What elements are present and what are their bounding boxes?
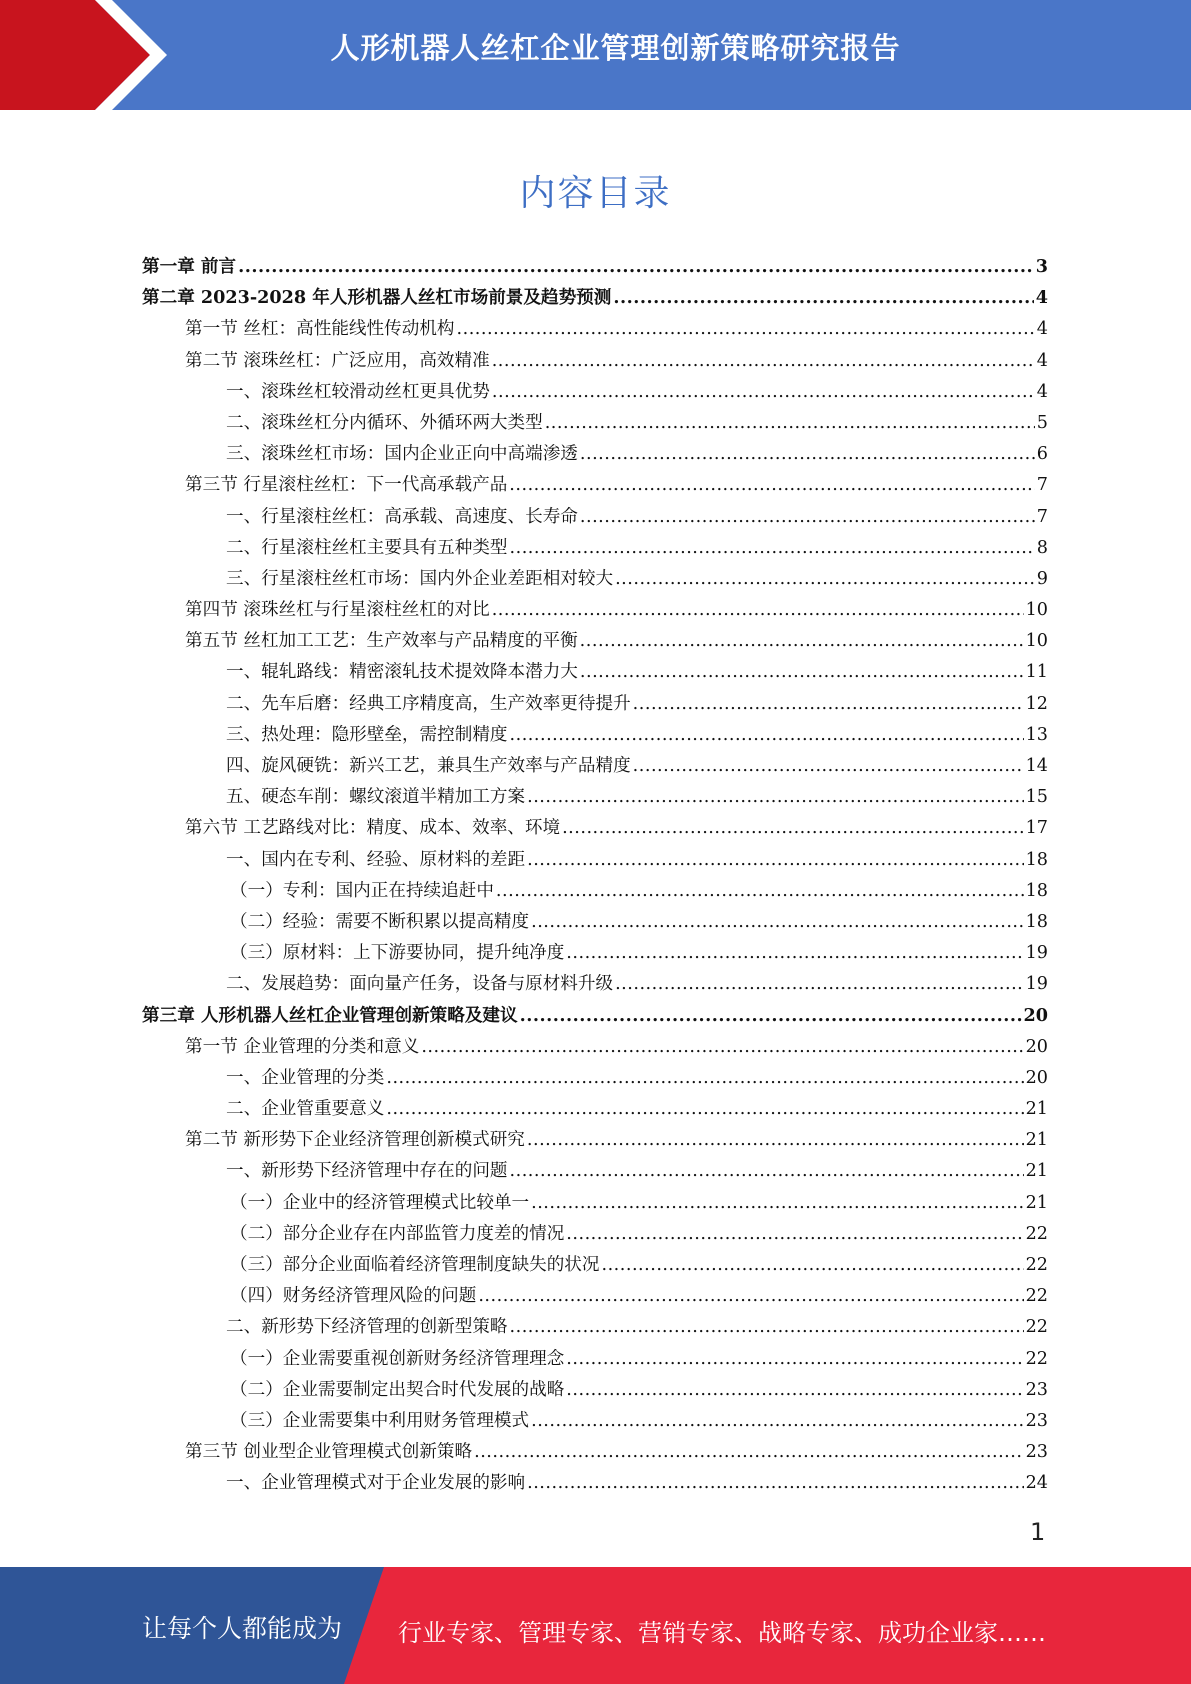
toc-entry-page: 18 — [1025, 849, 1048, 870]
toc-entry-title: 第五节 丝杠加工工艺：生产效率与产品精度的平衡 — [185, 631, 578, 652]
toc-entry[interactable] — [142, 315, 1048, 346]
toc-entry-title: （一）专利：国内正在持续追赶中 — [230, 880, 494, 901]
toc-entry[interactable] — [142, 471, 1048, 502]
toc-leader-dots — [601, 1255, 1023, 1275]
toc-entry[interactable] — [142, 596, 1048, 627]
toc-entry-title: 二、发展趋势：面向量产任务，设备与原材料升级 — [226, 974, 614, 995]
toc-entry[interactable] — [142, 440, 1048, 471]
toc-entry[interactable] — [142, 783, 1048, 814]
toc-entry-page: 4 — [1036, 319, 1048, 340]
toc-entry-title: （一）企业中的经济管理模式比较单一 — [230, 1192, 530, 1213]
toc-entry-page: 22 — [1025, 1223, 1048, 1244]
toc-entry-page: 4 — [1036, 350, 1048, 371]
toc-leader-dots — [566, 1349, 1023, 1369]
toc-entry[interactable] — [142, 846, 1048, 877]
toc-entry-title: 二、新形势下经济管理的创新型策略 — [226, 1317, 508, 1338]
toc-entry[interactable] — [142, 908, 1048, 939]
toc-leader-dots — [492, 600, 1024, 620]
toc-leader-dots — [527, 787, 1024, 807]
toc-leader-dots — [509, 475, 1035, 495]
toc-entry[interactable] — [142, 721, 1048, 752]
table-of-contents — [142, 253, 1048, 1501]
toc-entry-page: 13 — [1025, 724, 1048, 745]
toc-entry-title: （二）部分企业存在内部监管力度差的情况 — [230, 1223, 565, 1244]
toc-entry-title: 第三章 人形机器人丝杠企业管理创新策略及建议 — [142, 1004, 518, 1026]
toc-entry-page: 10 — [1025, 600, 1048, 621]
toc-entry-page: 4 — [1035, 287, 1048, 309]
toc-entry[interactable] — [142, 1064, 1048, 1095]
toc-entry-page: 18 — [1025, 880, 1048, 901]
toc-entry-title: （三）企业需要集中利用财务管理模式 — [230, 1410, 530, 1431]
toc-entry-title: 二、行星滚柱丝杠主要具有五种类型 — [226, 537, 508, 558]
toc-entry-title: 第二节 滚珠丝杠：广泛应用，高效精准 — [185, 350, 490, 371]
toc-leader-dots — [545, 413, 1035, 433]
toc-entry-page: 4 — [1036, 381, 1048, 402]
toc-entry[interactable] — [142, 970, 1048, 1001]
toc-entry-title: （一）企业需要重视创新财务经济管理理念 — [230, 1348, 565, 1369]
toc-entry-title: 二、滚珠丝杠分内循环、外循环两大类型 — [226, 412, 543, 433]
toc-entry-page: 22 — [1025, 1255, 1048, 1275]
toc-entry-page: 17 — [1025, 818, 1048, 839]
toc-entry[interactable] — [142, 284, 1048, 315]
toc-entry[interactable] — [142, 1345, 1048, 1376]
toc-entry-page: 14 — [1025, 756, 1048, 776]
toc-entry-title: 一、国内在专利、经验、原材料的差距 — [226, 849, 526, 870]
toc-entry-title: 一、新形势下经济管理中存在的问题 — [226, 1161, 508, 1182]
toc-entry-page: 15 — [1025, 787, 1048, 808]
footer-slogan-right: 行业专家、管理专家、营销专家、战略专家、成功企业家…… — [398, 1619, 1046, 1647]
page-number: 1 — [1030, 1518, 1046, 1546]
toc-leader-dots — [386, 1099, 1023, 1119]
toc-heading: 内容目录 — [519, 173, 672, 214]
toc-entry-title: 二、先车后磨：经典工序精度高，生产效率更待提升 — [226, 693, 631, 714]
toc-entry-title: 一、行星滚柱丝杠：高承载、高速度、长寿命 — [226, 506, 578, 527]
toc-entry[interactable] — [142, 877, 1048, 908]
toc-entry[interactable] — [142, 1095, 1048, 1126]
toc-leader-dots — [580, 662, 1024, 682]
toc-leader-dots — [633, 756, 1024, 776]
toc-entry[interactable] — [142, 752, 1048, 783]
toc-leader-dots — [531, 1193, 1024, 1213]
toc-entry-page: 21 — [1025, 1161, 1048, 1182]
toc-entry-title: 二、企业管重要意义 — [226, 1099, 385, 1120]
toc-entry[interactable] — [142, 1282, 1048, 1313]
toc-entry-title: 一、企业管理的分类 — [226, 1067, 385, 1088]
toc-entry[interactable] — [142, 347, 1048, 378]
toc-entry-page: 5 — [1036, 412, 1048, 433]
toc-entry[interactable] — [142, 409, 1048, 440]
toc-entry-title: （二）企业需要制定出契合时代发展的战略 — [230, 1379, 565, 1400]
toc-entry[interactable] — [142, 1376, 1048, 1407]
toc-leader-dots — [474, 1442, 1024, 1462]
footer-banner — [0, 1567, 1191, 1684]
toc-entry-title: 三、行星滚柱丝杠市场：国内外企业差距相对较大 — [226, 568, 614, 589]
toc-entry-page: 21 — [1025, 1130, 1048, 1151]
toc-entry-page: 22 — [1025, 1348, 1048, 1369]
toc-entry-page: 24 — [1025, 1473, 1048, 1494]
toc-leader-dots — [615, 569, 1035, 589]
toc-entry-page: 20 — [1025, 1036, 1048, 1057]
toc-leader-dots — [478, 1286, 1023, 1306]
toc-entry[interactable] — [142, 1002, 1048, 1033]
toc-leader-dots — [613, 287, 1033, 308]
toc-entry[interactable] — [142, 1157, 1048, 1188]
toc-leader-dots — [520, 1005, 1022, 1026]
toc-entry-title: （二）经验：需要不断积累以提高精度 — [230, 911, 530, 932]
toc-entry-title: 第三节 创业型企业管理模式创新策略 — [185, 1442, 473, 1463]
toc-leader-dots — [527, 850, 1024, 870]
toc-entry-title: 四、旋风硬铣：新兴工艺，兼具生产效率与产品精度 — [226, 756, 631, 776]
toc-entry-title: 一、企业管理模式对于企业发展的影响 — [226, 1473, 526, 1494]
toc-leader-dots — [386, 1068, 1023, 1088]
toc-leader-dots — [531, 1411, 1024, 1431]
toc-entry[interactable] — [142, 378, 1048, 409]
toc-leader-dots — [510, 1317, 1024, 1337]
toc-entry-page: 20 — [1023, 1004, 1048, 1026]
toc-entry-page: 8 — [1036, 537, 1048, 558]
toc-entry[interactable] — [142, 814, 1048, 845]
toc-entry-page: 21 — [1025, 1192, 1048, 1213]
toc-entry[interactable] — [142, 1033, 1048, 1064]
toc-entry[interactable] — [142, 1407, 1048, 1438]
toc-leader-dots — [566, 943, 1023, 963]
toc-entry-page: 23 — [1025, 1442, 1048, 1463]
toc-entry-title: 第四节 滚珠丝杠与行星滚柱丝杠的对比 — [185, 600, 490, 621]
toc-leader-dots — [492, 382, 1035, 402]
toc-entry-page: 23 — [1025, 1410, 1048, 1431]
toc-leader-dots — [580, 631, 1024, 651]
toc-entry-page: 9 — [1036, 568, 1048, 589]
toc-entry[interactable] — [142, 1126, 1048, 1157]
report-title: 人形机器人丝杠企业管理创新策略研究报告 — [330, 31, 901, 65]
toc-leader-dots — [510, 725, 1024, 745]
toc-entry-title: 第二章 2023-2028 年人形机器人丝杠市场前景及趋势预测 — [142, 287, 612, 309]
toc-entry-title: 第一节 丝杠：高性能线性传动机构 — [185, 319, 455, 340]
toc-entry-page: 22 — [1025, 1286, 1048, 1307]
toc-entry-title: 一、滚珠丝杠较滑动丝杠更具优势 — [226, 381, 490, 402]
toc-entry-page: 19 — [1025, 943, 1048, 964]
toc-entry-page: 23 — [1025, 1379, 1048, 1400]
toc-entry[interactable] — [142, 1251, 1048, 1282]
toc-leader-dots — [457, 319, 1035, 339]
toc-entry-title: （三）原材料：上下游要协同，提升纯净度 — [230, 943, 565, 964]
toc-leader-dots — [633, 694, 1024, 714]
toc-entry[interactable] — [142, 565, 1048, 596]
toc-leader-dots — [527, 1473, 1024, 1493]
toc-entry-page: 7 — [1036, 475, 1048, 496]
toc-leader-dots — [531, 912, 1024, 932]
toc-entry[interactable] — [142, 1189, 1048, 1220]
toc-entry-page: 3 — [1035, 256, 1048, 277]
toc-leader-dots — [566, 1224, 1023, 1244]
toc-entry-title: 第六节 工艺路线对比：精度、成本、效率、环境 — [185, 818, 561, 839]
toc-entry-page: 19 — [1025, 974, 1048, 995]
toc-leader-dots — [510, 1161, 1024, 1181]
toc-entry-page: 10 — [1025, 631, 1048, 652]
toc-entry[interactable] — [142, 939, 1048, 970]
toc-entry-title: 第一节 企业管理的分类和意义 — [185, 1036, 420, 1057]
toc-entry-page: 11 — [1025, 662, 1048, 683]
toc-entry[interactable] — [142, 1220, 1048, 1251]
toc-leader-dots — [510, 538, 1035, 558]
toc-entry-title: 三、滚珠丝杠市场：国内企业正向中高端渗透 — [226, 444, 578, 465]
toc-entry[interactable] — [142, 534, 1048, 565]
toc-leader-dots — [421, 1037, 1023, 1057]
header-banner — [0, 0, 1191, 110]
toc-entry-title: 三、热处理：隐形壁垒，需控制精度 — [226, 724, 508, 745]
toc-entry-title: （四）财务经济管理风险的问题 — [230, 1286, 477, 1307]
toc-entry[interactable] — [142, 1438, 1048, 1469]
footer-slogan-left: 让每个人都能成为 — [142, 1614, 343, 1643]
toc-leader-dots — [580, 444, 1035, 464]
toc-entry-page: 22 — [1025, 1317, 1048, 1338]
toc-entry-title: 第二节 新形势下企业经济管理创新模式研究 — [185, 1130, 525, 1151]
toc-entry-page: 7 — [1036, 506, 1048, 527]
toc-entry[interactable] — [142, 253, 1048, 284]
toc-leader-dots — [562, 818, 1024, 838]
toc-leader-dots — [566, 1380, 1023, 1400]
toc-entry[interactable] — [142, 503, 1048, 534]
toc-entry-title: 第一章 前言 — [142, 256, 237, 277]
toc-leader-dots — [492, 351, 1035, 371]
toc-leader-dots — [527, 1130, 1024, 1150]
toc-leader-dots — [580, 507, 1035, 527]
toc-entry-page: 6 — [1036, 444, 1048, 465]
toc-entry-title: （三）部分企业面临着经济管理制度缺失的状况 — [230, 1255, 600, 1275]
toc-entry-title: 第三节 行星滚柱丝杠：下一代高承载产品 — [185, 475, 508, 496]
toc-entry-page: 20 — [1025, 1067, 1048, 1088]
toc-leader-dots — [496, 881, 1024, 901]
toc-entry[interactable] — [142, 658, 1048, 689]
toc-entry-page: 18 — [1025, 911, 1048, 932]
toc-entry[interactable] — [142, 690, 1048, 721]
toc-entry[interactable] — [142, 627, 1048, 658]
toc-entry-title: 五、硬态车削：螺纹滚道半精加工方案 — [226, 787, 526, 808]
toc-entry-page: 21 — [1025, 1099, 1048, 1120]
toc-entry-title: 一、辊轧路线：精密滚轧技术提效降本潜力大 — [226, 662, 578, 683]
toc-leader-dots — [615, 974, 1024, 994]
toc-entry-page: 12 — [1025, 693, 1048, 714]
toc-entry[interactable] — [142, 1469, 1048, 1500]
toc-entry[interactable] — [142, 1313, 1048, 1344]
toc-leader-dots — [238, 256, 1034, 277]
